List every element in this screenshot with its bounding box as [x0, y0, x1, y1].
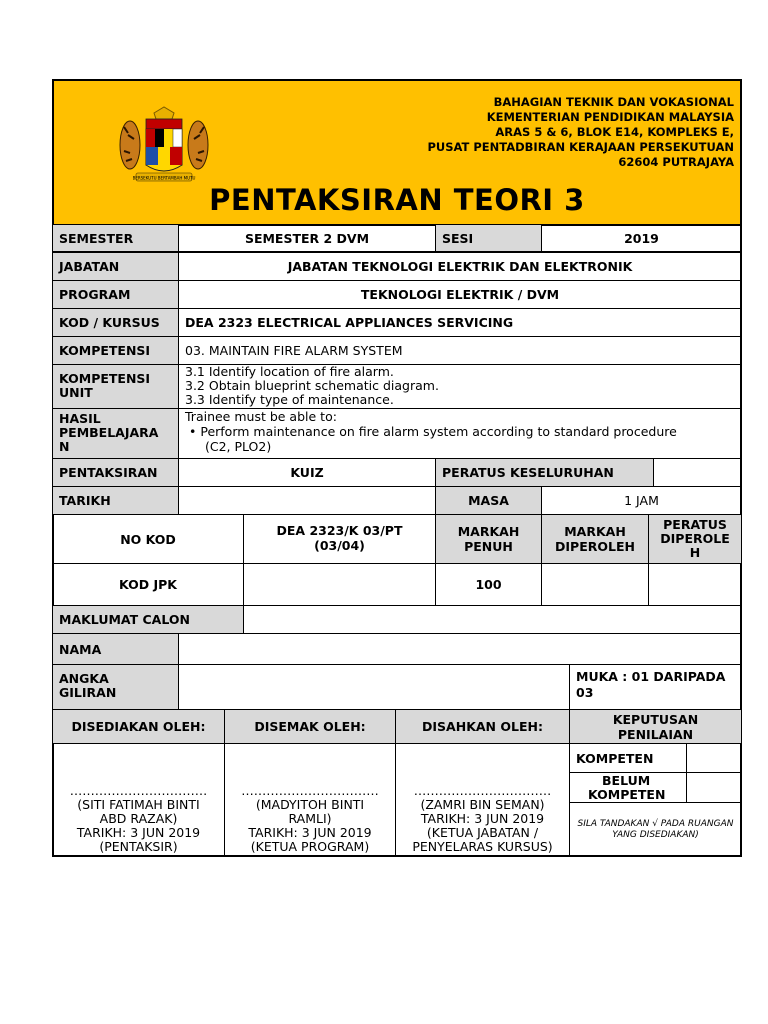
program-value: TEKNOLOGI ELEKTRIK / DVM	[178, 280, 742, 309]
nama-value	[178, 633, 742, 665]
jabatan-label: JABATAN	[52, 252, 179, 281]
svg-text:BERSEKUTU BERTAMBAH MUTU: BERSEKUTU BERTAMBAH MUTU	[132, 175, 196, 181]
masa-value: 1 JAM	[541, 486, 742, 515]
kod-kursus-label: KOD / KURSUS	[52, 308, 179, 337]
markah-penuh-value: 100	[435, 563, 542, 606]
sesi-label: SESI	[435, 224, 542, 252]
signature-disemak: …………………………… (MADYITOH BINTI RAMLI) TARIKH: 3 JUN 2019 (KETUA PROGRAM)	[224, 743, 396, 857]
keputusan-penilaian-label: KEPUTUSAN PENILAIAN	[569, 709, 742, 744]
page-title: PENTAKSIRAN TEORI 3	[209, 183, 585, 217]
semester-label: SEMESTER	[52, 224, 179, 252]
signature-line: ……………………………	[241, 783, 379, 798]
program-label: PROGRAM	[52, 280, 179, 309]
address-line: ARAS 5 & 6, BLOK E14, KOMPLEKS E,	[495, 125, 734, 139]
semester-value: SEMESTER 2 DVM	[178, 224, 436, 252]
address-line: 62604 PUTRAJAYA	[618, 155, 734, 169]
bullet-icon: •	[189, 424, 201, 439]
signature-disahkan: …………………………… (ZAMRI BIN SEMAN) TARIKH: 3 JUN 2019 (KETUA JABATAN / PENYELARAS KURSUS)	[395, 743, 570, 857]
disahkan-label: DISAHKAN OLEH:	[395, 709, 570, 744]
angka-giliran-value	[178, 664, 570, 710]
signature-line: ……………………………	[413, 783, 552, 798]
angka-giliran-label: ANGKA GILIRAN	[52, 664, 179, 710]
signature-disediakan: …………………………… (SITI FATIMAH BINTI ABD RAZAK) TARIKH: 3 JUN 2019 (PENTAKSIR)	[52, 743, 225, 857]
maklumat-calon-label: MAKLUMAT CALON	[52, 605, 244, 634]
markah-penuh-label: MARKAH PENUH	[435, 514, 542, 564]
jabatan-value: JABATAN TEKNOLOGI ELEKTRIK DAN ELEKTRONIK	[178, 252, 742, 281]
tarikh-value	[178, 486, 436, 515]
kod-kursus-value: DEA 2323 ELECTRICAL APPLIANCES SERVICING	[178, 308, 742, 337]
list-item: • Perform maintenance on fire alarm system according to standard procedure	[189, 424, 677, 439]
kompeten-checkbox[interactable]	[686, 743, 742, 773]
peratus-diperoleh-value	[648, 563, 742, 606]
tarikh-label: TARIKH	[52, 486, 179, 515]
nama-label: NAMA	[52, 633, 179, 665]
tick-instruction: SILA TANDAKAN √ PADA RUANGAN YANG DISEDIAKAN)	[569, 802, 742, 857]
belum-kompeten-label: BELUM KOMPETEN	[569, 772, 687, 803]
pentaksiran-value: KUIZ	[178, 458, 436, 487]
kompeten-label: KOMPETEN	[569, 743, 687, 773]
no-kod-label: NO KOD	[52, 514, 244, 564]
peratus-keseluruhan-label: PERATUS KESELURUHAN	[435, 458, 654, 487]
address-line: BAHAGIAN TEKNIK DAN VOKASIONAL	[493, 95, 734, 109]
pentaksiran-label: PENTAKSIRAN	[52, 458, 179, 487]
kod-jpk-label: KOD JPK	[52, 563, 244, 606]
kompetensi-unit-label: KOMPETENSI UNIT	[52, 364, 179, 409]
kompetensi-value: 03. MAINTAIN FIRE ALARM SYSTEM	[178, 336, 742, 365]
no-kod-value: DEA 2323/K 03/PT (03/04)	[243, 514, 436, 564]
list-item: 3.2 Obtain blueprint schematic diagram.	[185, 378, 439, 393]
malaysia-coat-of-arms-icon	[116, 105, 212, 185]
form-header	[54, 81, 740, 226]
peratus-diperoleh-label: PERATUS DIPEROLE H	[648, 514, 742, 564]
disediakan-label: DISEDIAKAN OLEH:	[52, 709, 225, 744]
peratus-keseluruhan-value	[653, 458, 742, 487]
kompetensi-label: KOMPETENSI	[52, 336, 179, 365]
sesi-value: 2019	[541, 224, 742, 252]
kompetensi-unit-list	[178, 364, 742, 409]
maklumat-calon-value	[243, 605, 742, 634]
markah-diperoleh-label: MARKAH DIPEROLEH	[541, 514, 649, 564]
markah-diperoleh-value	[541, 563, 649, 606]
list-item: 3.3 Identify type of maintenance.	[185, 392, 394, 407]
kod-jpk-value	[243, 563, 436, 606]
address-line: KEMENTERIAN PENDIDIKAN MALAYSIA	[486, 110, 734, 124]
masa-label: MASA	[435, 486, 542, 515]
signature-line: ……………………………	[69, 783, 208, 798]
disemak-label: DISEMAK OLEH:	[224, 709, 396, 744]
address-block	[427, 95, 734, 170]
list-item: 3.1 Identify location of fire alarm.	[185, 364, 394, 379]
page-number: MUKA : 01 DARIPADA 03	[569, 664, 742, 710]
hasil-pembelajaran-text: Trainee must be able to: • Perform maintenance on fire alarm system according to standard procedure (C2, PLO2)	[178, 408, 742, 459]
address-line: PUSAT PENTADBIRAN KERAJAAN PERSEKUTUAN	[427, 140, 734, 154]
belum-kompeten-checkbox[interactable]	[686, 772, 742, 803]
hasil-pembelajaran-label: HASIL PEMBELAJARA N	[52, 408, 179, 459]
